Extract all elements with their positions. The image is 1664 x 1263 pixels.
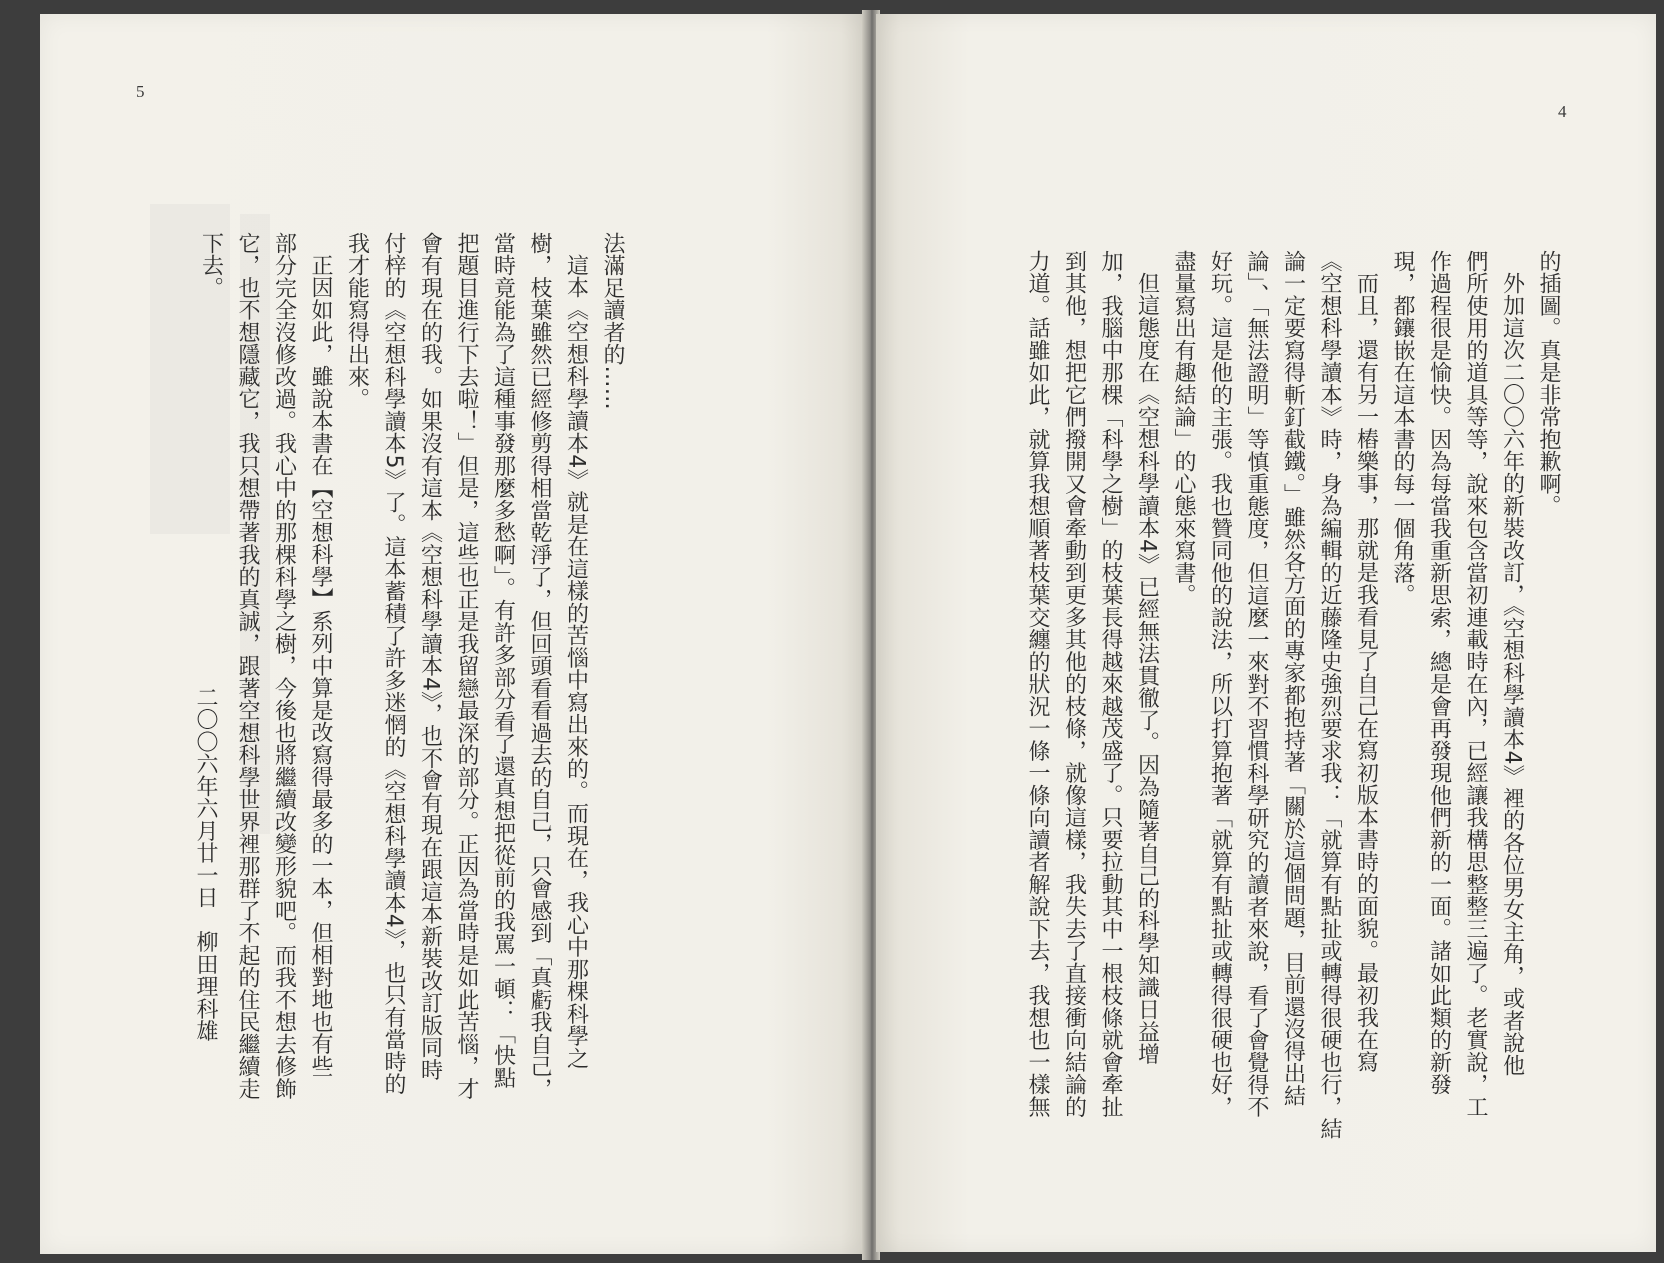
paragraph: 論」、「無法證明」等慎重態度，但這麼一來對不習慣科學研究的讀者來說，看了會覺得不 [1244,250,1269,1118]
paragraph: 它，也不想隱藏它，我只想帶著我的真誠，跟著空想科學世界裡那群了不起的住民繼續走 [235,232,260,1100]
paragraph: 但這態度在《空想科學讀本4》已經無法貫徹了。因為隨著自己的科學知識日益增 [1134,272,1160,1065]
body-text [192,232,630,1100]
paragraph: 樹，枝葉雖然已經修剪得相當乾淨了，但回頭看看過去的自己，只會感到「真虧我自己， [527,232,552,1100]
page-number: 4 [1558,102,1567,121]
paragraph: 好玩。這是他的主張。我也贊同他的說法，所以打算抱著「就算有點扯或轉得很硬也好， [1207,250,1233,1118]
paragraph: 而且，還有另一樁樂事，那就是我看見了自己在寫初版本書時的面貌。最初我在寫 [1353,272,1379,1073]
paragraph: 論一定要寫得斬釘截鐵。」雖然各方面的專家都抱持著「關於這個問題，目前還沒得出結 [1280,250,1306,1107]
paragraph: 法滿足讀者的…… [600,232,625,410]
body-text [1019,250,1567,1140]
paragraph: 這本《空想科學讀本4》就是在這樣的苦惱中寫出來的。而現在，我心中那棵科學之 [563,254,589,1070]
paragraph: 《空想科學讀本》時，身為編輯的近藤隆史強烈要求我：「就算有點扯或轉得很硬也行，結 [1317,250,1342,1140]
page-number: 5 [136,82,145,101]
paragraph: 把題目進行下去啦！」但是，這些也正是我留戀最深的部分。正因為當時是如此苦惱，才 [454,232,479,1100]
paragraph: 我才能寫得出來。 [344,232,370,410]
paragraph: 到其他，想把它們撥開又會牽動到更多其他的枝條，就像這樣，我失去了直接衝向結論的 [1061,250,1087,1118]
paragraph: 們所使用的道具等等，說來包含當初連載時在內，已經讓我構思整整三遍了。老實說，工 [1463,250,1488,1118]
paragraph: 的插圖。真是非常抱歉啊。 [1536,250,1561,517]
paragraph: 正因如此，雖說本書在【空想科學】系列中算是改寫得最多的一本，但相對地也有些 [308,254,333,1078]
paragraph: 外加這次二〇〇六年的新裝改訂，《空想科學讀本4》裡的各位男女主角，或者說他 [1499,272,1525,1077]
paragraph: 付梓的《空想科學讀本5》了。這本蓄積了許多迷惘的《空想科學讀本4》，也只有當時的 [381,232,406,1095]
paragraph: 作過程很是愉快。因為每當我重新思索，總是會再發現他們新的一面。諸如此類的新發 [1426,250,1452,1096]
right-page [876,14,1656,1252]
paragraph: 當時竟能為了這種事發那麼多愁啊」。有許多部分看了還真想把從前的我罵一頓：「快點 [490,232,516,1089]
paragraph: 會有現在的我。如果沒有這本《空想科學讀本4》，也不會有現在跟這本新裝改訂版同時 [417,232,443,1081]
paragraph: 下去。 [198,232,224,299]
paragraph: 現，都鑲嵌在這本書的每一個角落。 [1390,250,1415,606]
paragraph: 盡量寫出有趣結論」的心態來寫書。 [1171,250,1196,606]
paragraph: 加，我腦中那棵「科學之樹」的枝葉長得越來越茂盛了。只要拉動其中一根枝條就會牽扯 [1098,250,1123,1118]
paragraph: 力道。話雖如此，就算我想順著枝葉交纏的狀況一條一條向讀者解說下去，我想也一樣無 [1025,250,1050,1118]
author-signature: 二〇〇六年六月廿一日 柳田理科雄 [193,686,218,1042]
left-page [40,14,866,1254]
paragraph: 部分完全沒修改過。我心中的那棵科學之樹，今後也將繼續改變形貌吧。而我不想去修飾 [271,232,297,1100]
